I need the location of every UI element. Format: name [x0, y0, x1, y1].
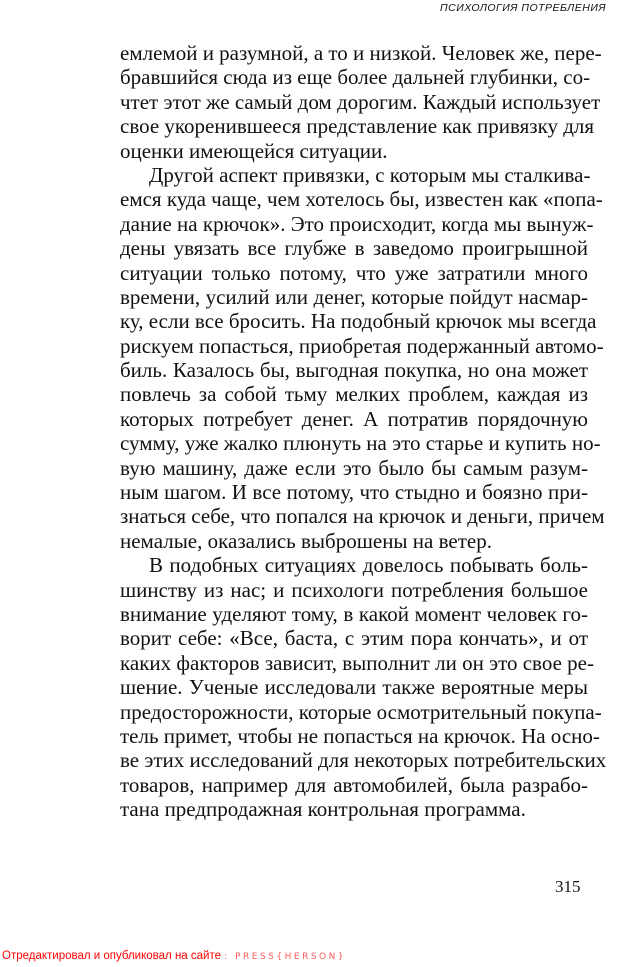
- text-line: времени, усилий или денег, которые пойдут насмар-: [120, 284, 588, 309]
- running-head: ПСИХОЛОГИЯ ПОТРЕБЛЕНИЯ: [440, 2, 606, 14]
- text-line: рискуем попасться, приобретая подержанный автомо-: [120, 333, 604, 358]
- text-line: тель примет, чтобы не попасться на крючок. На осно-: [120, 723, 600, 748]
- text-line: В подобных ситуациях довелось побывать боль-: [149, 553, 588, 578]
- text-line: тана предпродажная контрольная программа.: [120, 797, 526, 822]
- text-line: емся куда чаще, чем хотелось бы, известен как «попа-: [120, 187, 603, 212]
- text-line: ворит себе: «Все, баста, с этим пора кончать», и от: [120, 626, 588, 651]
- text-line: шение. Ученые исследовали также вероятные меры: [120, 675, 588, 700]
- text-line: ку, если все бросить. На подобный крючок мы всегда: [120, 309, 597, 334]
- text-line: каких факторов зависит, выполнит ли он это свое ре-: [120, 650, 594, 675]
- text-line: знаться себе, что попался на крючок и деньги, причем: [120, 504, 605, 529]
- text-line: предосторожности, которые осмотрительный покупа-: [120, 699, 602, 724]
- text-line: дены увязать все глубже в заведомо проигрышной: [120, 236, 588, 261]
- text-line: оценки имеющейся ситуации.: [120, 138, 388, 163]
- text-line: внимание уделяют тому, в какой момент человек го-: [120, 601, 588, 626]
- footer-watermark: [2, 950, 346, 962]
- text-line: Другой аспект привязки, с которым мы сталкива-: [149, 162, 591, 187]
- text-line: сумму, уже жалко плюнуть на это старье и купить но-: [120, 431, 601, 456]
- text-line: бравшийся сюда из еще более дальней глубинки, со-: [120, 65, 591, 90]
- paragraph: [120, 41, 602, 163]
- text-line: биль. Казалось бы, выгодная покупка, но она может: [120, 358, 588, 383]
- text-line: немалые, оказались выброшены на ветер.: [120, 528, 492, 553]
- text-line: ным шагом. И все потому, что стыдно и боязно при-: [120, 480, 588, 505]
- text-line: товаров, например для автомобилей, была разрабо-: [120, 772, 588, 797]
- paragraph: [120, 162, 605, 553]
- text-line: вую машину, даже если это было бы самым разум-: [120, 455, 588, 480]
- page-number: 315: [555, 877, 581, 896]
- text-line: чтет этот же самый дом дорогим. Каждый использует: [120, 89, 601, 114]
- footer-text: Отредактировал и опубликовал на сайте: [2, 950, 221, 962]
- text-line: шинству из нас; и психологи потребления большое: [120, 577, 588, 602]
- text-line: емлемой и разумной, а то и низкой. Человек же, пере-: [120, 41, 602, 65]
- text-line: дание на крючок». Это происходит, когда мы вынуж-: [120, 211, 594, 236]
- paragraph: [120, 553, 607, 822]
- text-line: которых потребует денег. А потратив порядочную: [120, 406, 588, 431]
- text-line: ситуации только потому, что уже затратили много: [120, 260, 588, 285]
- text-line: свое укоренившееся представление как привязку для: [120, 114, 595, 139]
- text-line: повлечь за собой тьму мелких проблем, каждая из: [120, 382, 588, 407]
- text-line: ве этих исследований для некоторых потребительских: [120, 748, 607, 773]
- body-text: [120, 41, 607, 822]
- footer-site-link[interactable]: : PRESS{HERSON}: [224, 952, 347, 962]
